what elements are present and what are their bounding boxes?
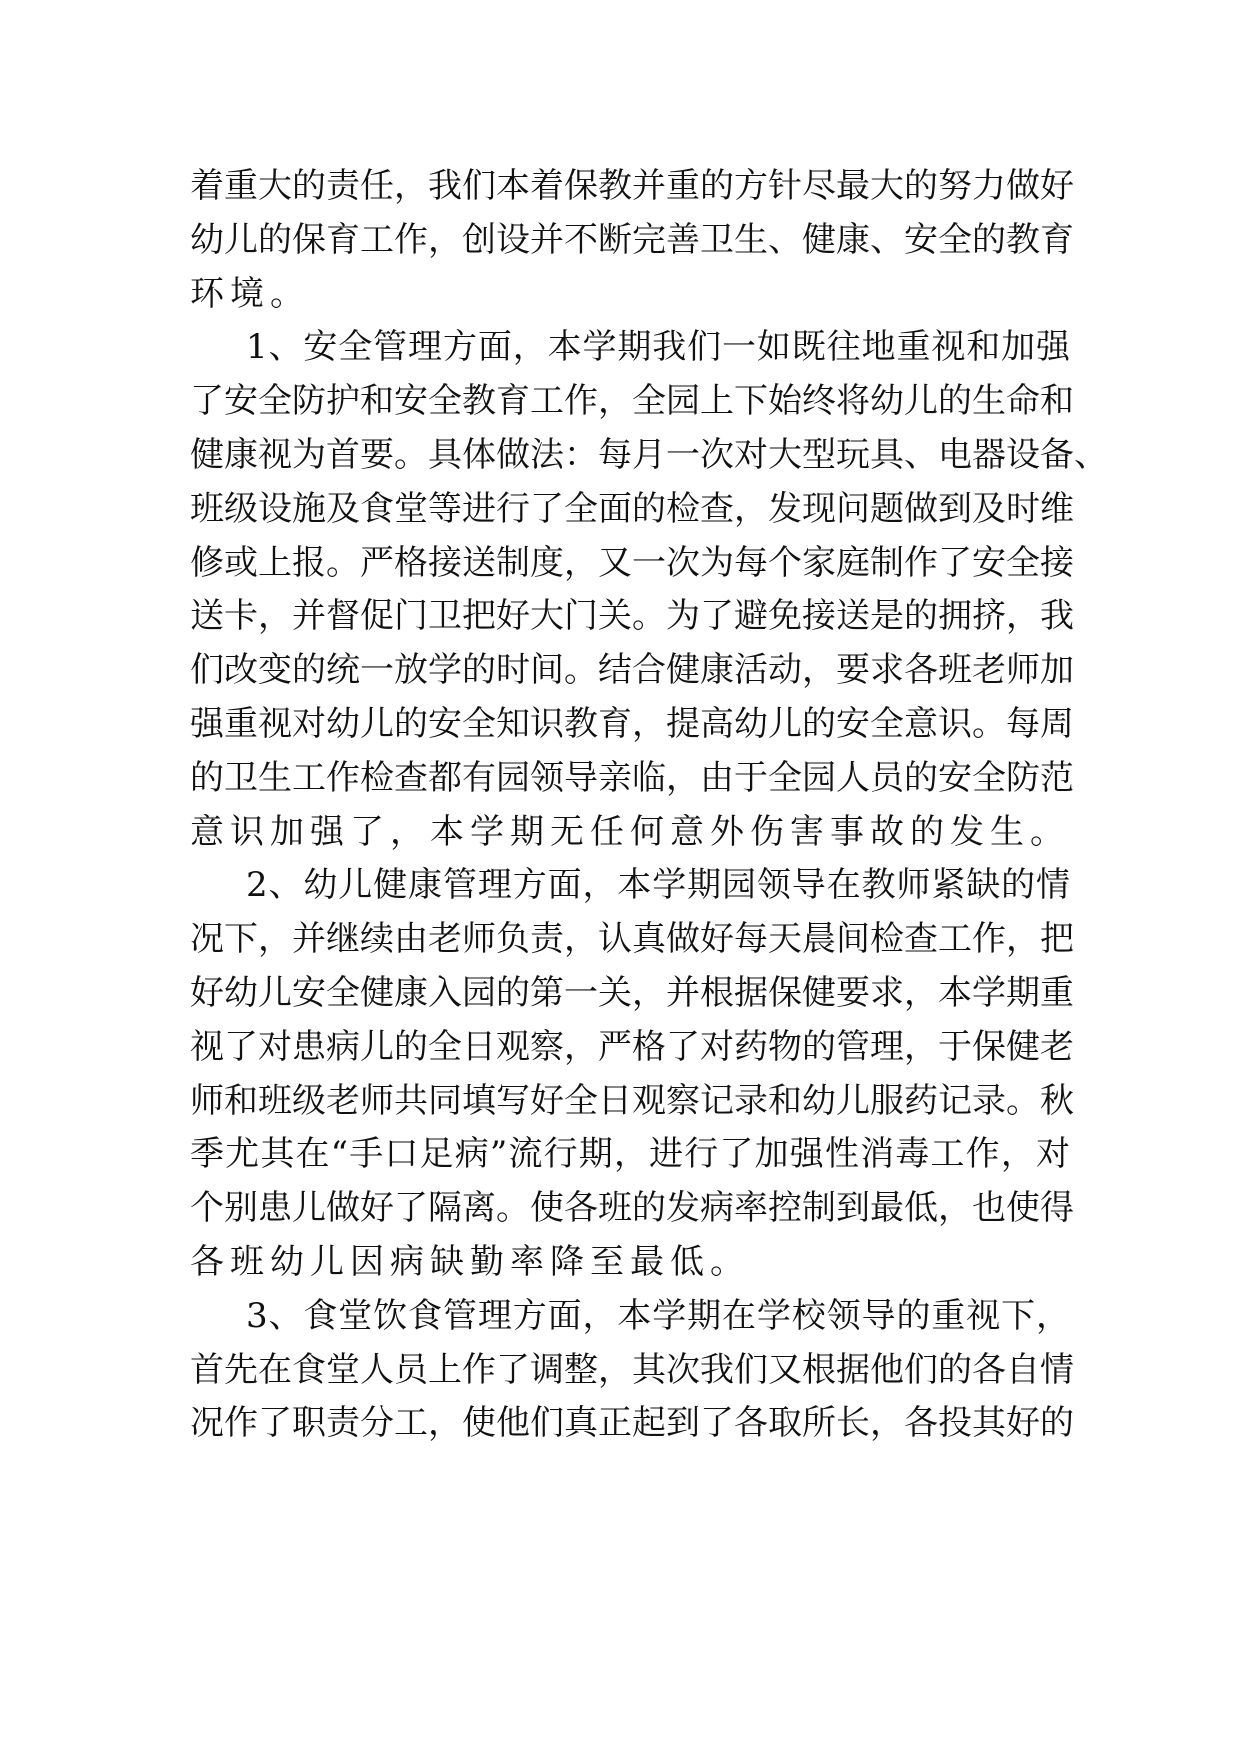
text-line: 师和班级老师共同填写好全日观察记录和幼儿服药记录。秋 [190,1080,1074,1121]
text-line: 个别患儿做好了隔离。使各班的发病率控制到最低，也使得 [190,1188,1074,1229]
body-text [190,160,1108,1451]
text-line: 健康视为首要。具体做法：每月一次对大型玩具、电器设备、 [190,434,1108,475]
text-line: 修或上报。严格接送制度，又一次为每个家庭制作了安全接 [190,542,1074,583]
text-line: 环境。 [190,273,310,314]
paragraph-start-line: 2、幼儿健康管理方面，本学期园领导在教师紧缺的情 [246,865,1070,906]
text-line: 季尤其在“手口足病”流行期，进行了加强性消毒工作，对 [190,1134,1070,1175]
text-line: 班级设施及食堂等进行了全面的检查，发现问题做到及时维 [190,488,1074,529]
text-line: 首先在食堂人员上作了调整，其次我们又根据他们的各自情 [190,1349,1074,1390]
text-line: 送卡，并督促门卫把好大门关。为了避免接送是的拥挤，我 [190,596,1074,637]
text-line: 着重大的责任，我们本着保教并重的方针尽最大的努力做好 [190,166,1074,206]
text-line: 况作了职责分工，使他们真正起到了各取所长，各投其好的 [190,1403,1074,1444]
text-line: 们改变的统一放学的时间。结合健康活动，要求各班老师加 [190,650,1074,691]
text-line: 况下，并继续由老师负责，认真做好每天晨间检查工作，把 [190,919,1074,960]
text-line: 幼儿的保育工作，创设并不断完善卫生、健康、安全的教育 [190,219,1074,260]
text-line: 意识加强了，本学期无任何意外伤害事故的发生。 [190,811,1070,852]
text-line: 强重视对幼儿的安全知识教育，提高幼儿的安全意识。每周 [190,703,1074,744]
text-line: 好幼儿安全健康入园的第一关，并根据保健要求，本学期重 [190,972,1074,1013]
text-line: 视了对患病儿的全日观察，严格了对药物的管理，于保健老 [190,1026,1074,1067]
paragraph-start-line: 1、安全管理方面，本学期我们一如既往地重视和加强 [246,327,1070,368]
text-line: 的卫生工作检查都有园领导亲临，由于全园人员的安全防范 [190,757,1074,798]
text-line: 了安全防护和安全教育工作，全园上下始终将幼儿的生命和 [190,381,1074,422]
paragraph-start-line: 3、食堂饮食管理方面，本学期在学校领导的重视下， [246,1295,1070,1336]
text-line: 各班幼儿因病缺勤率降至最低。 [190,1241,750,1282]
